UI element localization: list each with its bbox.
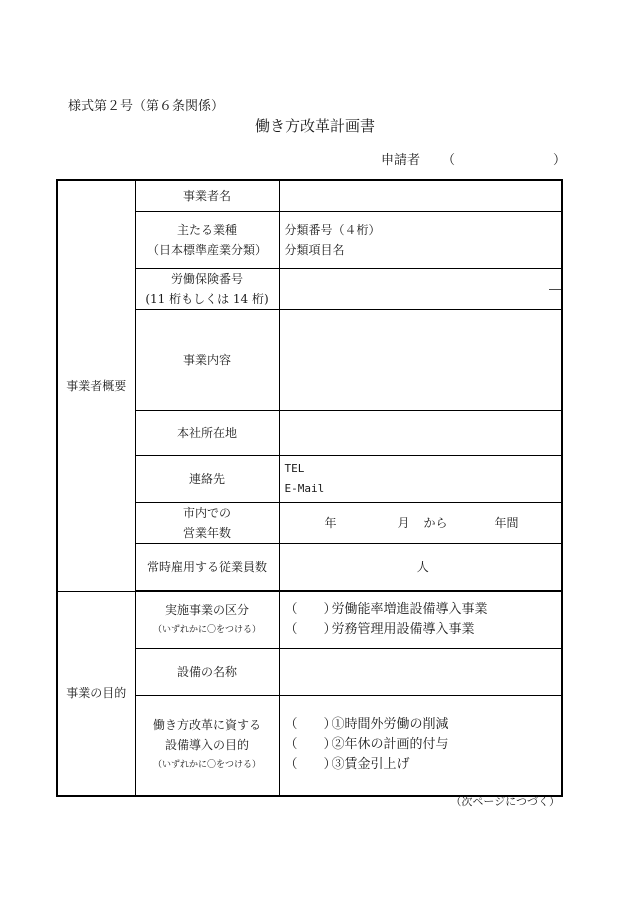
category-option[interactable] — [285, 600, 562, 620]
applicant-open-paren: （ — [442, 153, 456, 168]
contact-field[interactable] — [279, 455, 562, 502]
checkbox-paren[interactable]: （ ） — [284, 601, 337, 617]
industry-field[interactable] — [279, 211, 562, 268]
purpose-option[interactable] — [285, 715, 562, 735]
employees-unit: 人 — [416, 559, 429, 574]
business-content-field[interactable] — [279, 309, 562, 410]
section-business-overview — [57, 180, 135, 591]
equipment-name-field[interactable] — [279, 648, 562, 695]
month-unit: 月 — [397, 515, 410, 530]
business-name-label: 事業者名 — [135, 180, 279, 211]
option-label: ②年休の計画的付与 — [331, 737, 449, 753]
insurance-number-field[interactable] — [279, 268, 562, 309]
purpose-label-line2: 設備導入の目的 — [164, 738, 249, 753]
insurance-dash: ― — [549, 281, 561, 296]
checkbox-paren[interactable]: （ ） — [284, 737, 337, 753]
category-label: 実施事業の区分 — [164, 602, 249, 617]
category-label-cell — [135, 591, 279, 648]
applicant-close-paren: ） — [553, 153, 567, 168]
years-unit: 年間 — [494, 515, 519, 530]
business-content-label: 事業内容 — [135, 309, 279, 410]
industry-sublabel: （日本標準産業分類） — [146, 242, 267, 257]
section-business-purpose — [57, 591, 135, 796]
insurance-sublabel: (11 桁もしくは 14 桁) — [145, 291, 269, 306]
purpose-label-line1: 働き方改革に資する — [152, 718, 261, 733]
insurance-label: 労働保険番号 — [170, 271, 243, 286]
purpose-option[interactable] — [285, 735, 562, 755]
industry-item-label: 分類項目名 — [284, 242, 345, 257]
industry-code-label: 分類番号（４桁） — [284, 222, 381, 237]
head-office-field[interactable] — [279, 410, 562, 455]
category-options — [279, 591, 562, 648]
category-option[interactable] — [285, 620, 562, 640]
email-label: E-Mail — [284, 481, 325, 495]
from-word: から — [423, 515, 448, 530]
checkbox-paren[interactable]: （ ） — [284, 757, 337, 773]
business-name-field[interactable] — [279, 180, 562, 211]
page-title: 働き方改革計画書 — [254, 117, 375, 135]
purpose-options — [279, 695, 562, 796]
years-label-line1: 市内での — [182, 505, 231, 520]
employees-label: 常時雇用する従業員数 — [135, 543, 279, 591]
checkbox-paren[interactable]: （ ） — [284, 621, 337, 637]
checkbox-paren[interactable]: （ ） — [284, 717, 337, 733]
continue-note: （次ページにつづく） — [450, 795, 560, 808]
employees-field[interactable] — [279, 543, 562, 591]
industry-label-cell — [135, 211, 279, 268]
insurance-label-cell — [135, 268, 279, 309]
section-title: 事業者概要 — [66, 378, 127, 393]
option-label: 労務管理用設備導入事業 — [331, 621, 475, 637]
purpose-note: （いずれかに〇をつける） — [152, 760, 261, 771]
head-office-label: 本社所在地 — [135, 410, 279, 455]
industry-label: 主たる業種 — [176, 222, 237, 237]
option-label: 労働能率増進設備導入事業 — [331, 601, 488, 617]
option-label: ③賃金引上げ — [331, 757, 410, 773]
equipment-name-label: 設備の名称 — [135, 648, 279, 695]
years-label-line2: 営業年数 — [182, 525, 231, 540]
plan-form-table — [56, 179, 563, 797]
section-title: 事業の目的 — [66, 686, 127, 701]
purpose-option[interactable] — [285, 755, 562, 775]
form-number: 様式第２号（第６条関係） — [68, 99, 225, 114]
tel-label: TEL — [284, 461, 305, 475]
purpose-label-cell — [135, 695, 279, 796]
applicant-label: 申請者 — [381, 153, 421, 168]
year-unit: 年 — [324, 515, 337, 530]
years-field[interactable] — [279, 502, 562, 543]
years-label-cell — [135, 502, 279, 543]
category-note: （いずれかに〇をつける） — [152, 624, 261, 635]
contact-label: 連絡先 — [135, 455, 279, 502]
option-label: ①時間外労働の削減 — [331, 717, 449, 733]
